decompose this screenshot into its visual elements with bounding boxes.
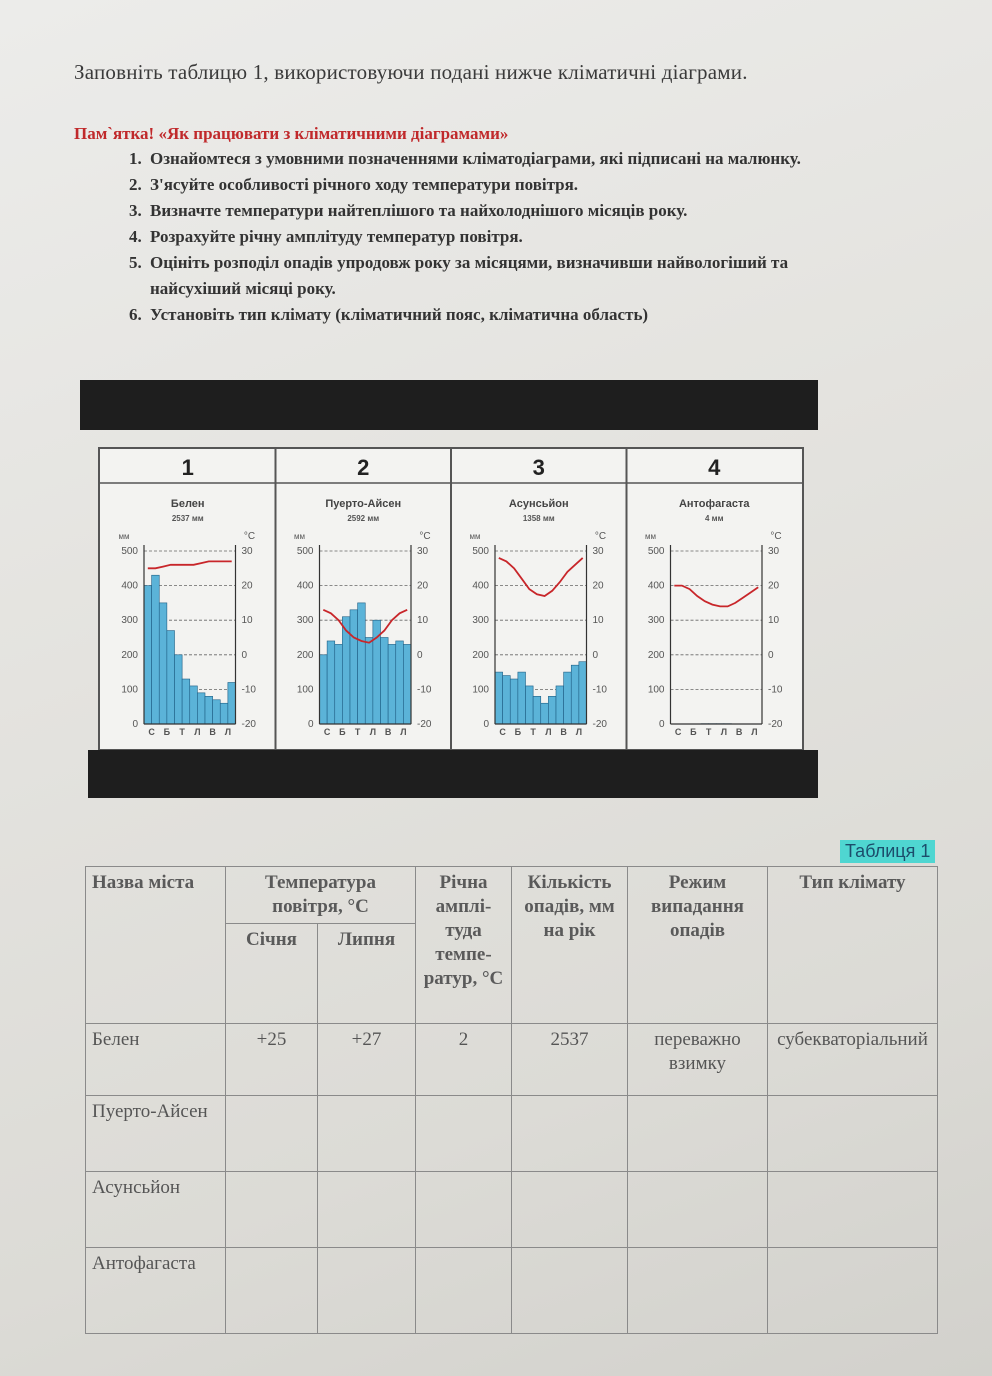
right-tick-label: 30	[592, 546, 604, 557]
left-axis-unit: мм	[294, 532, 305, 541]
precipitation-bar	[510, 679, 518, 724]
month-label: Т	[530, 727, 536, 737]
left-tick-label: 300	[472, 615, 489, 627]
precipitation-bar	[495, 672, 503, 724]
black-redaction-bar-bottom	[88, 750, 818, 798]
memo-step: 2. З'ясуйте особливості річного ходу температури повітря.	[146, 172, 866, 198]
header-july: Липня	[318, 924, 416, 1024]
precipitation-bar	[167, 631, 175, 724]
left-tick-label: 200	[121, 649, 138, 661]
cell-regime[interactable]: переважно взимку	[628, 1024, 768, 1096]
cell-climate[interactable]: субекваторіальний	[768, 1024, 938, 1096]
right-tick-label: 30	[768, 546, 780, 557]
right-tick-label: 10	[241, 615, 253, 627]
precipitation-bar	[556, 686, 564, 724]
month-label: Т	[705, 727, 712, 737]
precipitation-bar	[388, 644, 396, 724]
cell-climate[interactable]	[768, 1172, 938, 1248]
month-label: С	[148, 727, 155, 737]
cell-precipitation[interactable]: 2537	[512, 1024, 628, 1096]
left-tick-label: 400	[472, 580, 489, 592]
precipitation-bar	[526, 686, 534, 724]
chart-subtitle: 4 мм	[704, 514, 724, 523]
precipitation-bar	[518, 672, 526, 724]
precipitation-bar	[564, 672, 572, 724]
right-tick-label: 20	[417, 580, 429, 592]
right-tick-label: 20	[592, 580, 604, 592]
cell-regime[interactable]	[628, 1172, 768, 1248]
month-label: Л	[751, 727, 758, 737]
left-tick-label: 400	[121, 580, 138, 592]
table-row	[86, 1172, 938, 1248]
memo-step: 4. Розрахуйте річну амплітуду температур повітря.	[146, 224, 866, 250]
left-axis-unit: мм	[118, 532, 130, 541]
month-label: С	[674, 727, 682, 737]
left-tick-label: 300	[121, 615, 138, 627]
climate-diagrams-svg	[100, 449, 802, 749]
right-tick-label: -10	[417, 684, 432, 696]
cell-precipitation[interactable]	[512, 1172, 628, 1248]
table-tag: Таблиця 1	[840, 840, 935, 863]
precipitation-bar	[190, 686, 198, 724]
left-tick-label: 0	[483, 719, 489, 730]
month-label: С	[323, 727, 331, 737]
table-row	[86, 1096, 938, 1172]
left-tick-label: 0	[132, 719, 138, 730]
month-label: Т	[179, 727, 185, 737]
cell-city[interactable]: Асунсьйон	[86, 1172, 226, 1248]
right-axis-unit: °C	[594, 531, 607, 542]
right-tick-label: 0	[768, 649, 774, 661]
left-tick-label: 400	[647, 580, 665, 592]
right-tick-label: -20	[768, 719, 783, 730]
left-tick-label: 500	[647, 546, 665, 557]
month-label: Л	[545, 727, 552, 737]
month-label: Л	[194, 727, 201, 737]
left-tick-label: 0	[658, 719, 665, 730]
right-tick-label: -20	[241, 719, 256, 730]
left-tick-label: 300	[647, 615, 665, 627]
left-tick-label: 400	[296, 580, 314, 592]
cell-city[interactable]: Пуерто-Айсен	[86, 1096, 226, 1172]
precipitation-bar	[350, 610, 358, 724]
cell-january[interactable]	[226, 1172, 318, 1248]
right-tick-label: 20	[768, 580, 780, 592]
month-label: С	[499, 727, 506, 737]
month-label: В	[560, 727, 567, 737]
month-label: В	[735, 727, 743, 737]
temperature-line	[148, 561, 232, 568]
header-temperature: Температура повітря, °С	[226, 867, 416, 924]
cell-july[interactable]: +27	[318, 1024, 416, 1096]
left-axis-unit: мм	[645, 532, 656, 541]
month-label: Л	[575, 727, 583, 737]
chart-title: Пуерто-Айсен	[325, 498, 402, 510]
cell-precipitation[interactable]	[512, 1096, 628, 1172]
header-amplitude: Річна амплі-туда темпе-ратур, °С	[416, 867, 512, 1024]
precipitation-bar	[365, 638, 373, 725]
cell-amplitude[interactable]	[416, 1096, 512, 1172]
precipitation-bar	[144, 586, 152, 724]
cell-precipitation[interactable]	[512, 1248, 628, 1334]
left-tick-label: 200	[647, 649, 665, 661]
precipitation-bar	[152, 575, 160, 724]
climate-diagrams-panel	[98, 447, 804, 751]
precipitation-bar	[571, 665, 579, 724]
header-city: Назва міста	[86, 867, 226, 1024]
memo-step: 3. Визначте температури найтеплішого та найхолоднішого місяців року.	[146, 198, 866, 224]
chart-subtitle: 2592 мм	[347, 514, 380, 523]
left-tick-label: 500	[296, 546, 314, 557]
cell-january[interactable]: +25	[226, 1024, 318, 1096]
memo-steps	[108, 146, 866, 328]
precipitation-bar	[320, 655, 328, 724]
month-label: Т	[354, 727, 361, 737]
cell-january[interactable]	[226, 1096, 318, 1172]
precipitation-bar	[197, 693, 205, 724]
memo-title: Пам`ятка! «Як працювати з кліматичними діаграмами»	[74, 124, 509, 143]
right-tick-label: -10	[241, 684, 256, 696]
month-label: Л	[400, 727, 407, 737]
month-label: Л	[720, 727, 728, 737]
right-tick-label: 0	[592, 649, 599, 661]
right-tick-label: 20	[241, 580, 253, 592]
cell-climate[interactable]	[768, 1096, 938, 1172]
cell-amplitude[interactable]	[416, 1172, 512, 1248]
precipitation-bar	[159, 603, 167, 724]
month-label: Л	[369, 727, 377, 737]
memo-step: 1. Ознайомтеся з умовними позначеннями кліматодіаграми, які підписані на малюнку.	[146, 146, 866, 172]
panel-number: 2	[357, 455, 370, 480]
header-climate: Тип клімату	[768, 867, 938, 1024]
precipitation-bar	[220, 703, 228, 724]
left-tick-label: 500	[472, 546, 489, 557]
chart-title: Асунсьйон	[508, 498, 569, 510]
precipitation-bar	[396, 641, 404, 724]
memo-step: 6. Установіть тип клімату (кліматичний пояс, кліматична область)	[146, 302, 866, 328]
month-label: В	[384, 727, 392, 737]
precipitation-bar	[533, 696, 541, 724]
cell-amplitude[interactable]	[416, 1248, 512, 1334]
precipitation-bar	[541, 703, 549, 724]
header-regime: Режим випадання опадів	[628, 867, 768, 1024]
chart-subtitle: 1358 мм	[522, 514, 555, 523]
left-tick-label: 200	[472, 649, 489, 661]
chart-subtitle: 2537 мм	[171, 514, 204, 523]
precipitation-bar	[182, 679, 190, 724]
right-tick-label: -20	[417, 719, 432, 730]
cell-city[interactable]: Белен	[86, 1024, 226, 1096]
precipitation-bar	[403, 644, 411, 724]
right-tick-label: 30	[417, 546, 429, 557]
cell-regime[interactable]	[628, 1096, 768, 1172]
right-tick-label: -10	[592, 684, 607, 696]
temperature-line	[674, 586, 758, 607]
climate-table	[85, 866, 938, 1334]
cell-january[interactable]	[226, 1248, 318, 1334]
header-january: Січня	[226, 924, 318, 1024]
right-tick-label: 10	[768, 615, 780, 627]
precipitation-bar	[358, 603, 366, 724]
month-label: Б	[514, 727, 522, 737]
cell-july[interactable]	[318, 1172, 416, 1248]
cell-amplitude[interactable]: 2	[416, 1024, 512, 1096]
precipitation-bar	[335, 644, 343, 724]
cell-july[interactable]	[318, 1248, 416, 1334]
table-row	[86, 1024, 938, 1096]
cell-regime[interactable]	[628, 1248, 768, 1334]
temperature-line	[499, 558, 583, 596]
cell-july[interactable]	[318, 1096, 416, 1172]
month-label: В	[209, 727, 216, 737]
precipitation-bar	[205, 696, 213, 724]
right-axis-unit: °C	[419, 531, 431, 542]
panel-number: 1	[181, 455, 194, 480]
left-tick-label: 100	[647, 684, 665, 696]
right-tick-label: 10	[417, 615, 429, 627]
left-tick-label: 500	[121, 546, 138, 557]
left-tick-label: 200	[296, 649, 314, 661]
intro-text: Заповніть таблицю 1, використовуючи подані нижче кліматичні діаграми.	[74, 60, 748, 84]
table-row	[86, 1248, 938, 1334]
memo-step: 5. Оцініть розподіл опадів упродовж року за місяцями, визначивши найвологіший та найсухіший місяці року.	[146, 250, 866, 302]
cell-city[interactable]: Антофагаста	[86, 1248, 226, 1334]
right-tick-label: 30	[241, 546, 253, 557]
chart-title: Белен	[170, 498, 205, 510]
left-tick-label: 100	[296, 684, 314, 696]
right-tick-label: -10	[768, 684, 783, 696]
month-label: Б	[690, 727, 697, 737]
header-precipitation: Кількість опадів, мм на рік	[512, 867, 628, 1024]
left-tick-label: 100	[121, 684, 138, 696]
precipitation-bar	[503, 676, 511, 724]
right-axis-unit: °C	[243, 531, 256, 542]
panel-number: 3	[532, 455, 545, 480]
black-redaction-bar-top	[80, 380, 818, 430]
precipitation-bar	[381, 638, 389, 725]
right-tick-label: -20	[592, 719, 607, 730]
precipitation-bar	[327, 641, 335, 724]
month-label: Б	[339, 727, 346, 737]
right-tick-label: 0	[241, 649, 248, 661]
left-axis-unit: мм	[469, 532, 481, 541]
panel-number: 4	[708, 455, 721, 480]
cell-climate[interactable]	[768, 1248, 938, 1334]
precipitation-bar	[175, 655, 183, 724]
precipitation-bar	[548, 696, 556, 724]
month-label: Л	[224, 727, 232, 737]
precipitation-bar	[579, 662, 587, 724]
right-axis-unit: °C	[770, 531, 782, 542]
left-tick-label: 300	[296, 615, 314, 627]
left-tick-label: 100	[472, 684, 489, 696]
chart-title: Антофагаста	[678, 498, 750, 510]
right-tick-label: 10	[592, 615, 604, 627]
precipitation-bar	[228, 682, 236, 724]
precipitation-bar	[213, 700, 221, 724]
left-tick-label: 0	[307, 719, 314, 730]
month-label: Б	[163, 727, 171, 737]
right-tick-label: 0	[417, 649, 423, 661]
